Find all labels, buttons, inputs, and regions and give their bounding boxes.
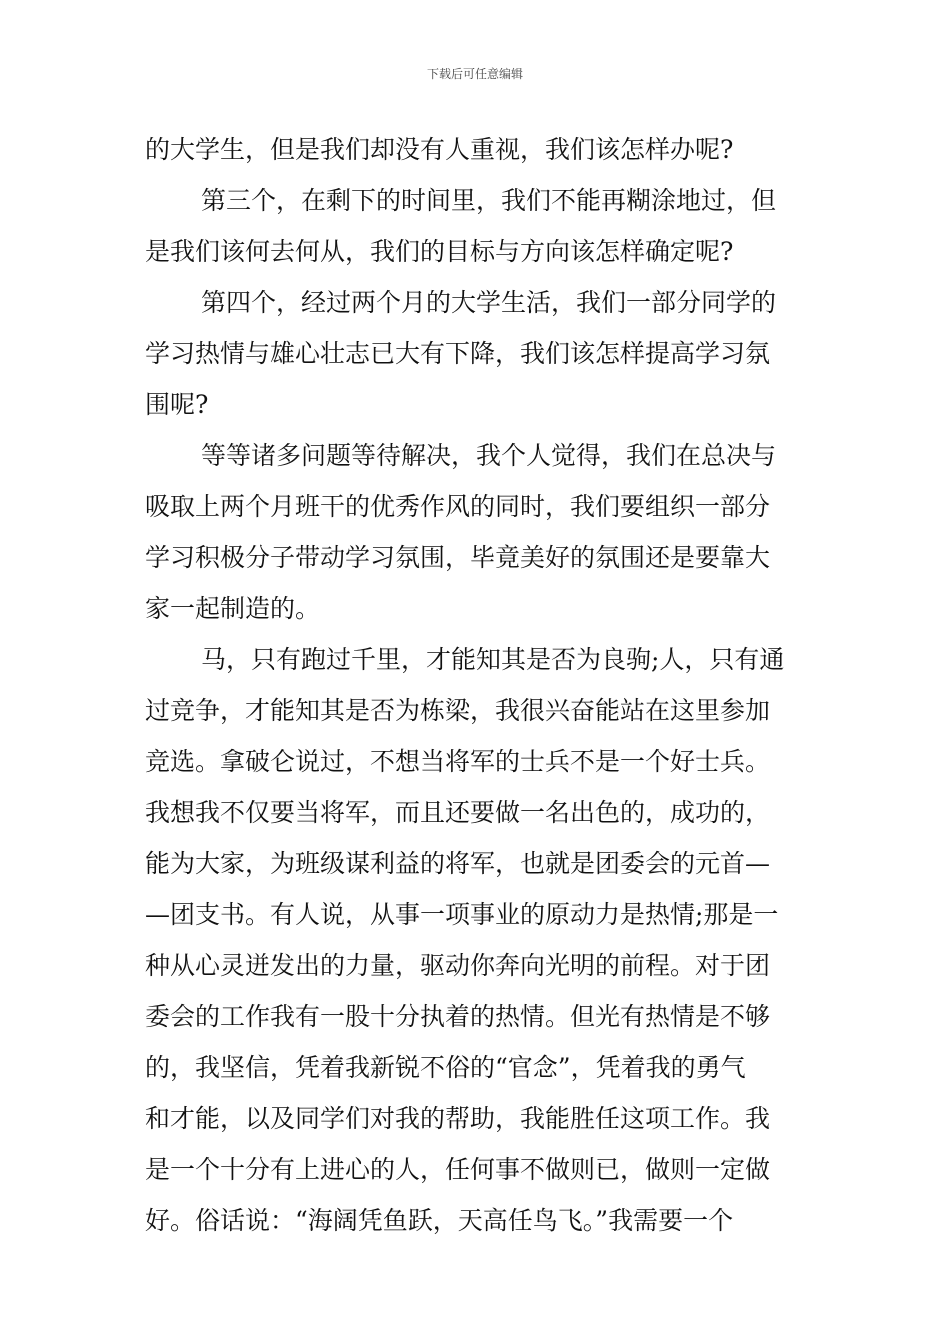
- text-line: —团支书。有人说，从事一项事业的原动力是热情;那是一: [145, 900, 779, 929]
- text-line: 的大学生，但是我们却没有人重视，我们该怎样办呢?: [145, 135, 734, 164]
- text-line: 第四个，经过两个月的大学生活，我们一部分同学的: [201, 288, 777, 317]
- text-line: 竞选。拿破仑说过，不想当将军的士兵不是一个好士兵。: [145, 747, 771, 776]
- text-line: 能为大家，为班级谋利益的将军，也就是团委会的元首—: [145, 849, 771, 878]
- text-line: 和才能，以及同学们对我的帮助，我能胜任这项工作。我: [145, 1104, 771, 1133]
- text-line: 学习热情与雄心壮志已大有下降，我们该怎样提高学习氛: [145, 339, 771, 368]
- text-line: 委会的工作我有一股十分执着的热情。但光有热情是不够: [145, 1002, 771, 1031]
- text-line: 种从心灵迸发出的力量，驱动你奔向光明的前程。对于团: [145, 951, 771, 980]
- page-header: 下载后可任意编辑: [426, 67, 523, 81]
- text-line: 学习积极分子带动学习氛围，毕竟美好的氛围还是要靠大: [145, 543, 771, 572]
- text-line: 等等诸多问题等待解决，我个人觉得，我们在总决与: [201, 441, 777, 470]
- text-line: 我想我不仅要当将军，而且还要做一名出色的，成功的，: [145, 798, 771, 827]
- text-line: 过竞争，才能知其是否为栋梁，我很兴奋能站在这里参加: [145, 696, 771, 725]
- text-line: 的，我坚信，凭着我新锐不俗的“官念”，凭着我的勇气: [145, 1053, 746, 1082]
- text-line: 好。俗话说：“海阔凭鱼跃，天高任鸟飞。”我需要一个: [145, 1206, 734, 1235]
- text-line: 围呢?: [145, 390, 209, 419]
- text-line: 是一个十分有上进心的人，任何事不做则已，做则一定做: [145, 1155, 771, 1184]
- body-text: [145, 124, 810, 1246]
- text-line: 是我们该何去何从，我们的目标与方向该怎样确定呢?: [145, 237, 734, 266]
- text-line: 马，只有跑过千里，才能知其是否为良驹;人，只有通: [201, 645, 785, 674]
- text-line: 第三个，在剩下的时间里，我们不能再糊涂地过，但: [201, 186, 777, 215]
- text-line: 吸取上两个月班干的优秀作风的同时，我们要组织一部分: [145, 492, 771, 521]
- text-line: 家一起制造的。: [145, 594, 321, 623]
